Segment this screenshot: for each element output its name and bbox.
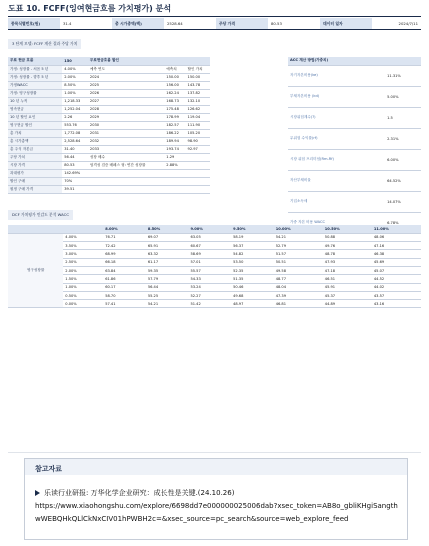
- table-cell: 59.35: [146, 266, 189, 274]
- table-row: [8, 185, 210, 193]
- table-cell: 2031: [88, 129, 164, 137]
- section-label-sensitivity: DCF 가치평가 민감도 분석 WACC: [8, 210, 73, 220]
- table-cell: 54.82: [231, 250, 274, 258]
- table-cell: 2.88%: [164, 161, 185, 169]
- table-cell: 193.74: [164, 145, 185, 153]
- table-row: [8, 300, 421, 308]
- table-cell: 57.41: [103, 300, 146, 308]
- table-cell: [164, 177, 185, 185]
- table-cell: 57.79: [146, 275, 189, 283]
- table-cell: 6.00%: [385, 149, 421, 170]
- table-cell: 예측치: [164, 65, 185, 73]
- table-cell: [88, 177, 164, 185]
- row-label: 10 년 할인 요인: [8, 113, 62, 121]
- table-row: [8, 250, 421, 258]
- row-label: 자기자본비용(ke): [288, 65, 385, 86]
- table-row: [288, 149, 421, 170]
- table-cell: 4.00%: [62, 65, 88, 73]
- table-cell: 126.62: [186, 105, 210, 113]
- page-title: 도표 10. FCFF(잉여현금흐름 가치평가) 분석: [8, 4, 172, 13]
- sensitivity-table: [8, 225, 421, 308]
- table-cell: 1.29: [164, 153, 185, 161]
- table-cell: 178.99: [164, 113, 185, 121]
- info-label: 주당 가격: [216, 18, 268, 29]
- table-cell: 39.51: [62, 185, 88, 193]
- table-cell: 52.27: [188, 291, 231, 299]
- table-row: [8, 129, 210, 137]
- table-cell: 70%: [62, 177, 88, 185]
- table-cell: 69.07: [146, 233, 189, 241]
- table-row: [8, 153, 210, 161]
- row-label: 자산부채비율: [288, 170, 385, 191]
- divider: [8, 452, 421, 453]
- table-cell: 1.5: [385, 107, 421, 128]
- header-cell: 9.50%: [231, 225, 274, 233]
- header-cell: ACC 계산 방법(가중치): [288, 57, 421, 65]
- table-cell: 156.00: [164, 81, 185, 89]
- header-cell: [164, 57, 185, 65]
- header-cell: 무료현금흐름 할인: [88, 57, 164, 65]
- row-label: 가정: 성장률 - 향후 5 년: [8, 73, 62, 81]
- info-value: 2024/7/11: [398, 21, 418, 26]
- table-cell: 50.51: [274, 258, 323, 266]
- table-row: [8, 233, 421, 241]
- table-cell: 53.50: [231, 258, 274, 266]
- growth-rate-cell: 3.50%: [63, 242, 103, 250]
- table-row: [8, 65, 210, 73]
- table-row: [8, 258, 421, 266]
- table-cell: 58.70: [103, 291, 146, 299]
- table-cell: 2030: [88, 121, 164, 129]
- table-cell: 46.81: [274, 300, 323, 308]
- table-cell: 48.97: [231, 300, 274, 308]
- table-cell: 182.57: [164, 121, 185, 129]
- table-row: [8, 121, 210, 129]
- row-label: 총 가치: [8, 129, 62, 137]
- table-cell: 162.24: [164, 89, 185, 97]
- table-cell: 61.17: [146, 258, 189, 266]
- table-cell: 150.00: [186, 73, 210, 81]
- table-row: [8, 81, 210, 89]
- table-cell: 2,528.64: [62, 137, 88, 145]
- table-cell: 55.25: [146, 291, 189, 299]
- growth-rate-cell: 0.50%: [63, 291, 103, 299]
- header-cell: 8.50%: [146, 225, 189, 233]
- row-label: 시장 가격: [8, 161, 62, 169]
- table-cell: 2025: [88, 81, 164, 89]
- table-row: [8, 291, 421, 299]
- table-row: [8, 145, 210, 153]
- row-label: 원정 구매 가격: [8, 185, 62, 193]
- header-cell: [8, 225, 63, 233]
- table-cell: 45.69: [372, 258, 421, 266]
- row-group-label: 영구성장률: [8, 233, 63, 308]
- header-cell: [186, 57, 210, 65]
- table-cell: 186.22: [164, 129, 185, 137]
- table-cell: [88, 185, 164, 193]
- table-cell: 8.50%: [62, 81, 88, 89]
- table-row: [288, 86, 421, 107]
- header-cell: 9.00%: [188, 225, 231, 233]
- row-label: 가정WACC: [8, 81, 62, 89]
- table-cell: 54.33: [188, 275, 231, 283]
- reference-source: 乐读行业研报: 万华化学企业研究：成长性是关键.(24.10.26): [44, 489, 235, 497]
- table-cell: 50.46: [231, 283, 274, 291]
- table-cell: 65.91: [146, 242, 189, 250]
- growth-rate-cell: 2.50%: [63, 258, 103, 266]
- header-cell: 150: [62, 57, 88, 65]
- table-cell: 45.91: [323, 283, 372, 291]
- header-cell: 8.00%: [103, 225, 146, 233]
- info-value: 80.53: [271, 21, 282, 26]
- table-cell: 43.57: [372, 291, 421, 299]
- table-cell: 48.78: [323, 250, 372, 258]
- table-row: [8, 137, 210, 145]
- table-cell: 성장 배수: [88, 153, 164, 161]
- table-header-row: [288, 57, 421, 65]
- table-header-row: [8, 57, 210, 65]
- table-cell: 1,218.33: [62, 97, 88, 105]
- table-cell: 47.18: [323, 266, 372, 274]
- table-cell: 63.32: [146, 250, 189, 258]
- table-cell: 2029: [88, 113, 164, 121]
- table-row: [8, 242, 421, 250]
- table-cell: 52.79: [274, 242, 323, 250]
- growth-rate-cell: 2.00%: [63, 266, 103, 274]
- row-label: 가중 자본 비용 WACC: [288, 212, 385, 233]
- table-cell: 63.05: [188, 233, 231, 241]
- table-cell: 58.19: [231, 233, 274, 241]
- table-cell: 142.69%: [62, 169, 88, 177]
- table-cell: 47.93: [323, 258, 372, 266]
- table-row: [288, 128, 421, 149]
- table-cell: 2028: [88, 105, 164, 113]
- table-cell: 할인 가치: [186, 65, 210, 73]
- table-cell: [186, 185, 210, 193]
- row-label: 주당 가치: [8, 153, 62, 161]
- growth-rate-cell: 0.00%: [63, 300, 103, 308]
- info-bar: [8, 18, 421, 30]
- table-cell: 56.44: [62, 153, 88, 161]
- table-cell: 5.00%: [385, 86, 421, 107]
- table-cell: 68.99: [103, 250, 146, 258]
- table-cell: 98.90: [186, 137, 210, 145]
- table-cell: [164, 169, 185, 177]
- table-header-row: [8, 225, 421, 233]
- table-cell: 2026: [88, 89, 164, 97]
- table-cell: 80.53: [62, 161, 88, 169]
- table-cell: 48.04: [274, 283, 323, 291]
- table-cell: 111.90: [186, 121, 210, 129]
- wacc-table: [288, 57, 421, 234]
- growth-rate-cell: 3.00%: [63, 250, 103, 258]
- table-cell: 51.35: [231, 275, 274, 283]
- table-row: [8, 161, 210, 169]
- header-cell: 10.50%: [323, 225, 372, 233]
- table-cell: 1.00%: [62, 89, 88, 97]
- table-cell: 2032: [88, 137, 164, 145]
- table-cell: 553.76: [62, 121, 88, 129]
- table-cell: 1,772.08: [62, 129, 88, 137]
- table-cell: 2.31%: [385, 128, 421, 149]
- info-value: 2528.64: [167, 21, 183, 26]
- table-cell: 132.10: [186, 97, 210, 105]
- table-row: [288, 191, 421, 212]
- section-label-model: 3 단계 모델: FCFF 계산 결과 주당 가치: [8, 39, 81, 49]
- table-cell: 60.17: [103, 283, 146, 291]
- table-cell: 45.07: [372, 266, 421, 274]
- table-cell: 6.78%: [385, 212, 421, 233]
- table-cell: 189.94: [164, 137, 185, 145]
- table-cell: 72.42: [103, 242, 146, 250]
- table-cell: 50.88: [323, 233, 372, 241]
- header-cell: [63, 225, 103, 233]
- row-label: 영구현금 할인: [8, 121, 62, 129]
- table-cell: 76.71: [103, 233, 146, 241]
- row-label: 기업소득세: [288, 191, 385, 212]
- row-label: 시장 위험 프리미엄(Rm-Rf): [288, 149, 385, 170]
- table-cell: 66.18: [103, 258, 146, 266]
- table-cell: [186, 169, 210, 177]
- table-cell: 44.02: [372, 283, 421, 291]
- table-row: [8, 73, 210, 81]
- header-cell: 10.00%: [274, 225, 323, 233]
- table-cell: 143.78: [186, 81, 210, 89]
- row-label: 시장위험계수(?): [288, 107, 385, 128]
- table-cell: 44.52: [372, 275, 421, 283]
- table-row: [8, 266, 421, 274]
- table-cell: 2033: [88, 145, 164, 153]
- table-cell: 57.01: [188, 258, 231, 266]
- table-row: [8, 105, 210, 113]
- row-label: 할인 구매: [8, 177, 62, 185]
- table-cell: 48.77: [274, 275, 323, 283]
- info-value: 31.4: [63, 21, 72, 26]
- table-row: [8, 275, 421, 283]
- table-row: [8, 169, 210, 177]
- table-cell: 31.40: [62, 145, 88, 153]
- table-row: [288, 65, 421, 86]
- table-cell: [186, 177, 210, 185]
- row-label: 총 시가총액: [8, 137, 62, 145]
- row-label: 부채자본비용 (kd): [288, 86, 385, 107]
- table-row: [8, 97, 210, 105]
- table-cell: 47.16: [372, 242, 421, 250]
- header-cell: 11.00%: [372, 225, 421, 233]
- row-label: 가정: 영구성장률: [8, 89, 62, 97]
- table-cell: 105.20: [186, 129, 210, 137]
- triangle-bullet-icon: [35, 490, 40, 496]
- header-cell: 무료 현금 흐름: [8, 57, 62, 65]
- table-cell: 49.58: [274, 266, 323, 274]
- table-cell: 53.24: [188, 283, 231, 291]
- table-cell: 14.07%: [385, 191, 421, 212]
- table-row: [8, 283, 421, 291]
- table-cell: 175.48: [164, 105, 185, 113]
- table-cell: 92.97: [186, 145, 210, 153]
- growth-rate-cell: 1.00%: [63, 283, 103, 291]
- reference-line: [35, 487, 401, 500]
- table-cell: 51.42: [188, 300, 231, 308]
- table-cell: 150.00: [164, 73, 185, 81]
- table-cell: 60.67: [188, 242, 231, 250]
- table-cell: 43.16: [372, 300, 421, 308]
- table-cell: 45.37: [323, 291, 372, 299]
- table-cell: 63.84: [103, 266, 146, 274]
- table-cell: 2.00%: [62, 73, 88, 81]
- table-cell: 2024: [88, 73, 164, 81]
- table-cell: [164, 185, 185, 193]
- growth-rate-cell: 4.00%: [63, 233, 103, 241]
- table-cell: 61.86: [103, 275, 146, 283]
- table-row: [288, 170, 421, 191]
- reference-link[interactable]: https://www.xiaohongshu.com/explore/6698dd7e000000025006dab?xsec_token=AB8o_gbliKHgiSangthwWEBQHkQLlCkNxCIV01hPWBH2c=&xsec_source=pc_search&source=web_explore_feed: [35, 502, 398, 523]
- table-cell: 168.73: [164, 97, 185, 105]
- table-cell: [88, 169, 164, 177]
- info-label: 데이터 일자: [320, 18, 372, 29]
- table-row: [288, 107, 421, 128]
- table-cell: 54.21: [274, 233, 323, 241]
- table-row: [8, 177, 210, 185]
- table-cell: 64.52%: [385, 170, 421, 191]
- table-cell: 52.35: [231, 266, 274, 274]
- row-label: 총 주식 자본금: [8, 145, 62, 153]
- table-cell: 46.51: [323, 275, 372, 283]
- growth-rate-cell: 1.50%: [63, 275, 103, 283]
- table-cell: 47.39: [274, 291, 323, 299]
- table-cell: 56.44: [146, 283, 189, 291]
- row-label: 영속현금: [8, 105, 62, 113]
- row-label: 가정: 성장률 - 처음 5 년: [8, 65, 62, 73]
- table-cell: 137.82: [186, 89, 210, 97]
- table-cell: 56.37: [231, 242, 274, 250]
- table-cell: 2.26: [62, 113, 88, 121]
- table-cell: 58.69: [188, 250, 231, 258]
- table-cell: 51.57: [274, 250, 323, 258]
- row-label: 10 년 누적: [8, 97, 62, 105]
- table-cell: 49.68: [231, 291, 274, 299]
- table-cell: [186, 161, 210, 169]
- table-cell: 엄격성 검증 배페스 형: 연간 성장률: [88, 161, 164, 169]
- fcff-table: [8, 57, 210, 194]
- reference-header: [25, 459, 407, 475]
- table-cell: 11.31%: [385, 65, 421, 86]
- table-row: [8, 113, 210, 121]
- info-label: 총 시가총액(백): [112, 18, 164, 29]
- row-label: 과대평가: [8, 169, 62, 177]
- table-cell: 119.04: [186, 113, 210, 121]
- table-cell: 55.57: [188, 266, 231, 274]
- table-cell: 46.38: [372, 250, 421, 258]
- row-label: 무위험 수익률(rf): [288, 128, 385, 149]
- reference-body: [35, 487, 401, 526]
- table-cell: 48.06: [372, 233, 421, 241]
- table-cell: [186, 153, 210, 161]
- table-cell: 2027: [88, 97, 164, 105]
- info-label: 종목식별번호(원): [8, 18, 60, 29]
- table-cell: 44.89: [323, 300, 372, 308]
- reference-title: 참고자료: [35, 465, 63, 473]
- title-divider: [8, 16, 421, 17]
- table-cell: 49.76: [323, 242, 372, 250]
- reference-box: [24, 458, 408, 540]
- table-cell: 예측 연도: [88, 65, 164, 73]
- table-cell: 54.21: [146, 300, 189, 308]
- table-cell: 1,252.04: [62, 105, 88, 113]
- table-row: [8, 89, 210, 97]
